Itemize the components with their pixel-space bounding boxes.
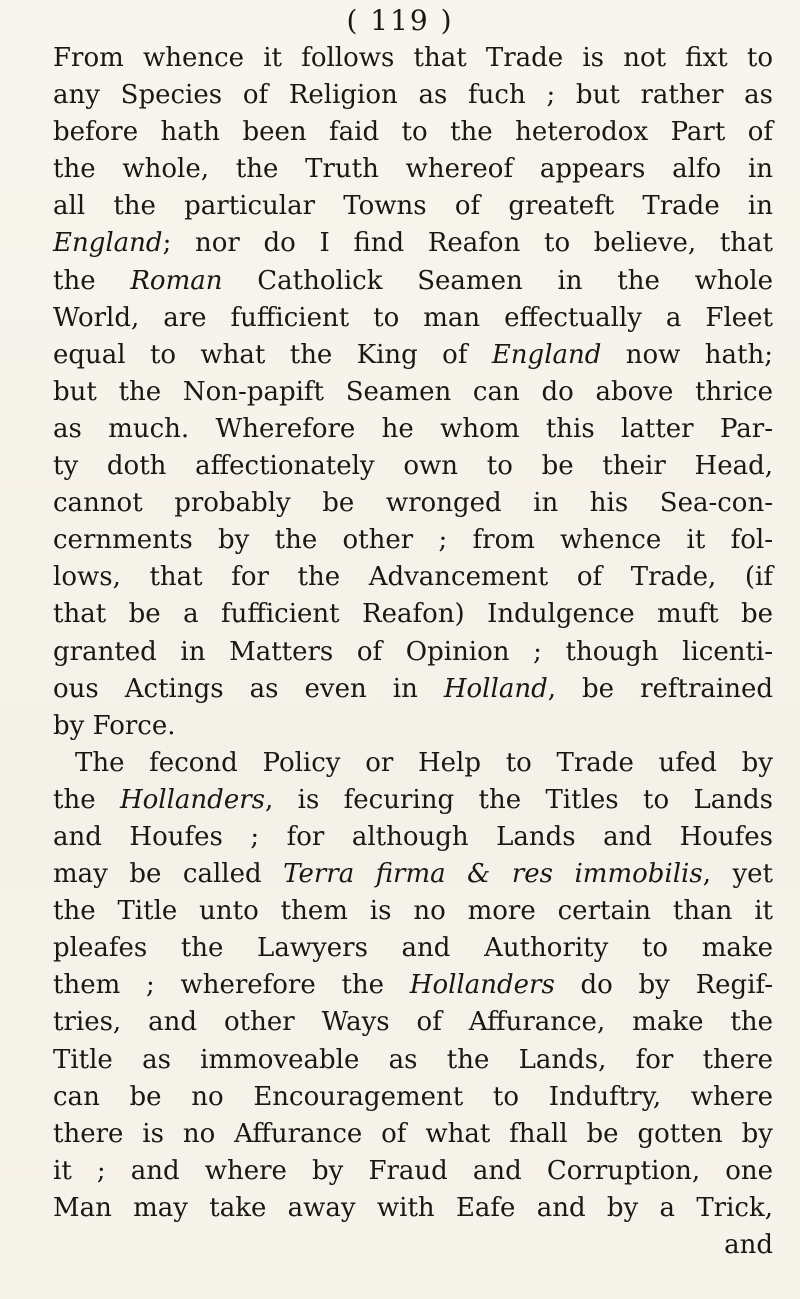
page-number: ( 119 ) — [346, 4, 454, 37]
text-line: pleafes the Lawyers and Authority to make — [53, 933, 773, 964]
italic-latin-term: Terra firma — [283, 859, 446, 890]
text-line: it ; and where by Fraud and Corruption, one — [53, 1155, 773, 1186]
text-line: England; nor do I find Reafon to believe, that — [53, 228, 773, 259]
text-line: but the Non-papift Seamen can do above thrice — [53, 376, 773, 407]
text-line: may be called Terra firma & res immobilis, yet — [53, 859, 773, 890]
paragraph-start-line: The fecond Policy or Help to Trade ufed by — [75, 747, 773, 778]
text-line: equal to what the King of England now hath; — [53, 339, 773, 370]
text-line: granted in Matters of Opinion ; though licenti- — [53, 636, 773, 667]
italic-term: Hollanders — [409, 970, 555, 1001]
text-line: ous Actings as even in Holland, be reftrained — [53, 673, 773, 704]
text-line: the whole, the Truth whereof appears alfo in — [53, 154, 773, 185]
italic-term: Hollanders — [119, 784, 265, 815]
body-text — [53, 40, 773, 1264]
text-line: Title as immoveable as the Lands, for there — [53, 1044, 773, 1075]
italic-place-name: England — [491, 339, 602, 370]
text-line: by Force. — [53, 710, 176, 741]
text-line: tries, and other Ways of Affurance, make the — [53, 1007, 773, 1038]
text-line: cernments by the other ; from whence it fol- — [53, 525, 773, 556]
text-line: cannot probably be wronged in his Sea-con- — [53, 488, 773, 519]
text-line: before hath been faid to the heterodox Part of — [53, 117, 773, 148]
text-line: the Roman Catholick Seamen in the whole — [53, 265, 773, 296]
text-line: World, are fufficient to man effectually a Fleet — [53, 302, 773, 333]
text-line: Man may take away with Eafe and by a Trick, — [53, 1192, 773, 1223]
text-line: any Species of Religion as fuch ; but rather as — [53, 80, 773, 111]
italic-place-name: England — [53, 228, 163, 259]
text-line: can be no Encouragement to Induftry, where — [53, 1081, 773, 1112]
text-line: the Title unto them is no more certain than it — [53, 896, 773, 927]
italic-term: Roman — [130, 265, 223, 296]
text-line: From whence it follows that Trade is not fixt to — [53, 43, 773, 73]
italic-place-name: Holland — [443, 673, 548, 704]
text-line: as much. Wherefore he whom this latter Par- — [53, 413, 773, 444]
text-line: and Houfes ; for although Lands and Houfes — [53, 821, 773, 852]
text-line: lows, that for the Advancement of Trade, (if — [53, 562, 773, 593]
text-line: them ; wherefore the Hollanders do by Regif- — [53, 970, 774, 1001]
text-line: that be a fufficient Reafon) Indulgence muft be — [53, 599, 773, 630]
catchword: and — [724, 1230, 773, 1260]
text-line: all the particular Towns of greateft Trade in — [53, 191, 773, 222]
text-line: there is no Affurance of what fhall be gotten by — [53, 1118, 773, 1149]
italic-latin-term: res immobilis — [511, 859, 703, 890]
text-line: ty doth affectionately own to be their Head, — [53, 451, 773, 482]
text-line: the Hollanders, is fecuring the Titles to Lands — [53, 784, 773, 815]
